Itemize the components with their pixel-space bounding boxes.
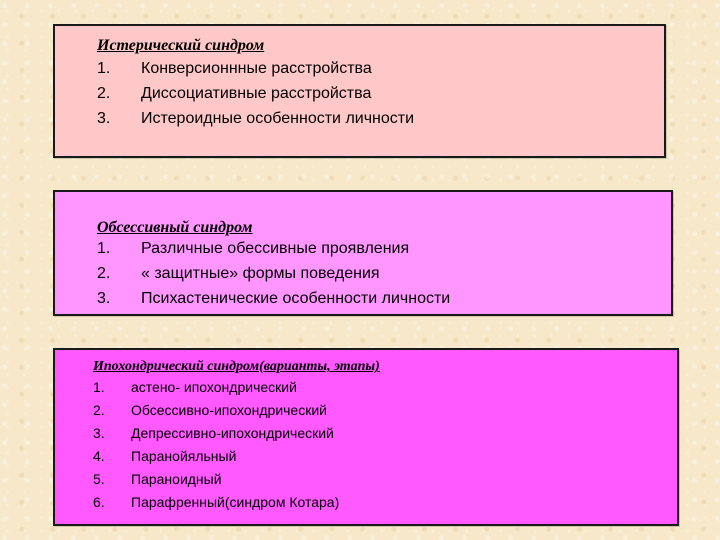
item-text: Обсессивно-ипохондрический	[131, 402, 327, 418]
item-text: Паранойяльный	[131, 448, 237, 464]
item-text: « защитные» формы поведения	[141, 265, 380, 282]
obsessive-syndrome-panel	[53, 190, 673, 316]
item-number: 1.	[97, 240, 111, 257]
item-text: астено- ипохондрический	[131, 379, 297, 395]
item-number: 4.	[93, 448, 105, 464]
panel-title: Обсессивный синдром	[97, 219, 253, 236]
item-number: 3.	[93, 425, 105, 441]
item-text: Психастенические особенности личности	[141, 290, 451, 307]
item-number: 2.	[97, 85, 111, 102]
item-text: Различные обесcивные проявления	[141, 240, 410, 257]
item-number: 5.	[93, 471, 105, 487]
item-number: 1.	[97, 60, 111, 77]
item-text: Истероидные особенности личности	[141, 110, 415, 127]
item-number: 6.	[93, 494, 105, 510]
panel-title: Истерический синдром	[97, 37, 265, 54]
hypochondriac-syndrome-panel	[53, 348, 679, 526]
item-number: 1.	[93, 379, 105, 395]
item-text: Депрессивно-ипохондрический	[131, 425, 334, 441]
item-number: 2.	[97, 265, 111, 282]
item-number: 3.	[97, 110, 111, 127]
item-number: 3.	[97, 290, 111, 307]
item-text: Конверсионнные расстройства	[141, 60, 372, 77]
hysterical-syndrome-panel	[53, 24, 666, 158]
item-text: Параноидный	[131, 471, 222, 487]
item-text: Парафренный(синдром Котара)	[131, 494, 340, 510]
item-number: 2.	[93, 402, 105, 418]
panel-title: Ипохондрический синдром(варианты, этапы)	[93, 359, 380, 374]
item-text: Диссоциативные расстройства	[141, 85, 372, 102]
